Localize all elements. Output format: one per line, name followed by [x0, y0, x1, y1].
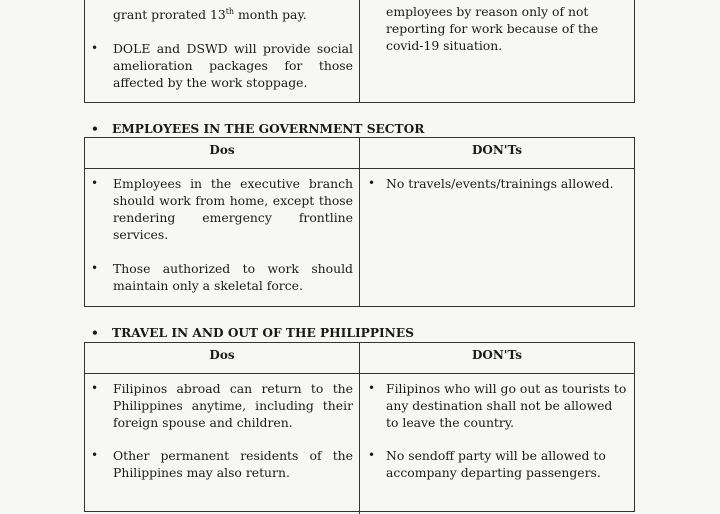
section-title: TRAVEL IN AND OUT OF THE PHILIPPINES [112, 326, 414, 340]
donts-cell [360, 374, 634, 514]
column-header-dos: Dos [85, 343, 360, 373]
column-header-donts: DON'Ts [471, 143, 523, 157]
donts-item-text: Filipinos who will go out as tourists to any destination shall not be allowed to leave the country. [386, 381, 627, 430]
dos-cell [85, 169, 360, 307]
donts-item [360, 3, 634, 54]
dos-item [85, 40, 359, 91]
bullet-icon: • [368, 381, 376, 395]
dos-item [85, 380, 359, 431]
donts-item [360, 380, 634, 431]
bullet-icon: • [91, 122, 99, 136]
column-header-donts: DON'Ts [471, 348, 523, 362]
dos-item-text: grant prorated 13th month pay. [113, 7, 307, 23]
dos-item-text: Filipinos abroad can return to the Philippines anytime, including their foreign spouse and children. [113, 381, 353, 430]
workers-table-continued [84, 0, 635, 103]
bullet-icon: • [91, 448, 99, 462]
dos-item-text: DOLE and DSWD will provide social amelioration packages for those affected by the work stoppage. [113, 41, 353, 91]
donts-cell [360, 0, 634, 102]
dos-item-text: Employees in the executive branch should work from home, except those rendering emergency frontline services. [113, 176, 353, 242]
donts-item-text: No travels/events/trainings allowed. [386, 176, 614, 191]
travel-table [84, 342, 635, 512]
section-title: EMPLOYEES IN THE GOVERNMENT SECTOR [112, 122, 425, 136]
dos-item [85, 447, 359, 481]
bullet-icon: • [368, 176, 376, 190]
donts-cell [360, 169, 634, 307]
dos-item [85, 260, 359, 294]
donts-item-text: No sendoff party will be allowed to accompany departing passengers. [386, 448, 606, 480]
table-header [85, 343, 634, 374]
bullet-icon: • [91, 326, 99, 340]
bullet-icon: • [91, 176, 99, 190]
bullet-icon: • [91, 41, 99, 56]
column-header-dos: Dos [85, 138, 360, 168]
dos-item-text: Those authorized to work should maintain only a skeletal force. [113, 261, 353, 293]
donts-item-text: employees by reason only of not reporting for work because of the covid-19 situation. [386, 4, 599, 53]
dos-item [85, 175, 359, 243]
table-header [85, 138, 634, 169]
dos-item [85, 3, 359, 23]
dos-item-text: Other permanent residents of the Philippines may also return. [113, 448, 353, 480]
bullet-icon: • [91, 381, 99, 395]
dos-cell [85, 374, 360, 514]
donts-item [360, 447, 634, 481]
bullet-icon: • [91, 261, 99, 275]
government-sector-table [84, 137, 635, 307]
bullet-icon: • [368, 448, 376, 462]
dos-cell [85, 0, 360, 102]
donts-item [360, 175, 634, 192]
